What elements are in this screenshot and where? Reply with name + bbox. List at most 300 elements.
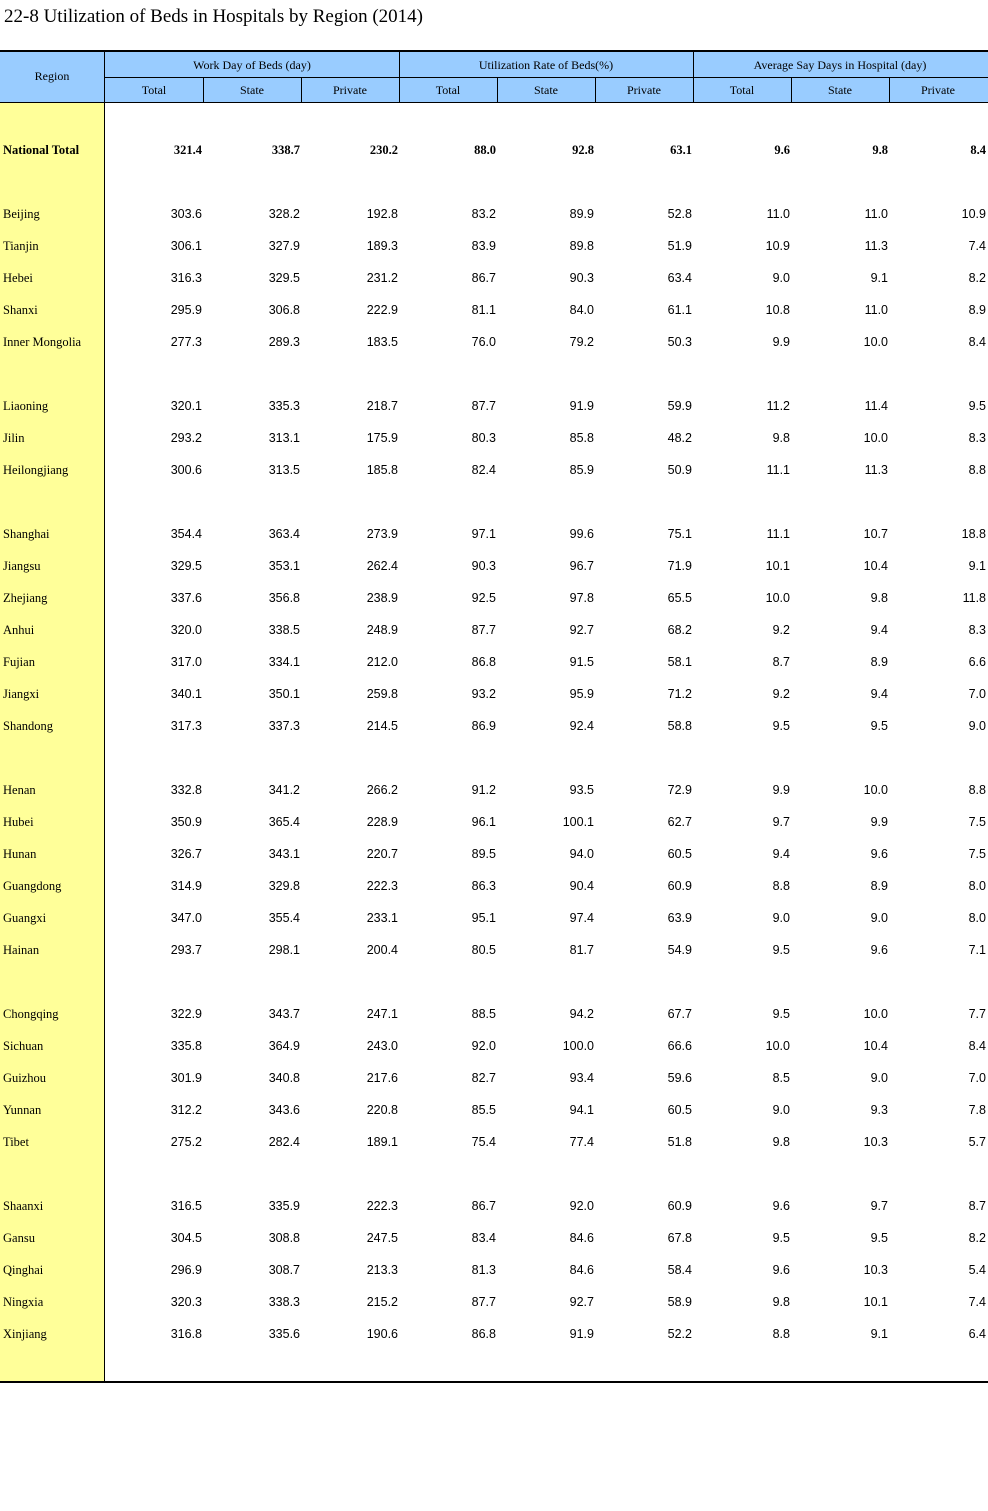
value-cell: 259.8 (366, 687, 398, 701)
table-row (0, 429, 988, 449)
value-cell: 91.9 (569, 399, 594, 413)
value-cell: 340.1 (170, 687, 202, 701)
value-cell: 308.7 (268, 1263, 300, 1277)
region-name: Shandong (3, 719, 53, 733)
value-cell: 54.9 (667, 943, 692, 957)
value-cell: 277.3 (170, 335, 202, 349)
value-cell: 314.9 (170, 879, 202, 893)
sub-header: State (534, 82, 558, 97)
table-row (0, 653, 988, 673)
sub-header: Total (435, 82, 461, 97)
value-cell: 337.3 (268, 719, 300, 733)
value-cell: 9.6 (870, 943, 888, 957)
value-cell: 248.9 (366, 623, 398, 637)
value-cell: 60.5 (667, 847, 692, 861)
value-cell: 50.9 (667, 463, 692, 477)
value-cell: 7.0 (968, 687, 986, 701)
group-divider (693, 52, 694, 102)
value-cell: 9.1 (968, 559, 986, 573)
sub-divider (497, 78, 498, 102)
value-cell: 183.5 (366, 335, 398, 349)
value-cell: 9.8 (772, 1135, 790, 1149)
value-cell: 10.0 (863, 1007, 888, 1021)
value-cell: 63.1 (670, 143, 692, 157)
value-cell: 92.7 (569, 623, 594, 637)
table-row (0, 685, 988, 705)
value-cell: 328.2 (268, 207, 300, 221)
value-cell: 7.1 (968, 943, 986, 957)
value-cell: 88.5 (471, 1007, 496, 1021)
value-cell: 8.9 (968, 303, 986, 317)
value-cell: 329.8 (268, 879, 300, 893)
value-cell: 10.0 (863, 335, 888, 349)
value-cell: 86.7 (471, 1199, 496, 1213)
table-row (0, 1069, 988, 1089)
value-cell: 350.1 (268, 687, 300, 701)
value-cell: 275.2 (170, 1135, 202, 1149)
value-cell: 238.9 (366, 591, 398, 605)
value-cell: 9.8 (870, 591, 888, 605)
value-cell: 316.5 (170, 1199, 202, 1213)
value-cell: 92.0 (569, 1199, 594, 1213)
value-cell: 97.4 (569, 911, 594, 925)
value-cell: 8.9 (870, 879, 888, 893)
region-name: Guangdong (3, 879, 62, 893)
value-cell: 10.8 (765, 303, 790, 317)
value-cell: 83.4 (471, 1231, 496, 1245)
value-cell: 222.3 (366, 879, 398, 893)
value-cell: 215.2 (366, 1295, 398, 1309)
value-cell: 8.2 (968, 271, 986, 285)
value-cell: 273.9 (366, 527, 398, 541)
value-cell: 10.1 (863, 1295, 888, 1309)
value-cell: 9.0 (772, 911, 790, 925)
value-cell: 343.1 (268, 847, 300, 861)
value-cell: 316.3 (170, 271, 202, 285)
value-cell: 76.0 (471, 335, 496, 349)
value-cell: 81.7 (569, 943, 594, 957)
value-cell: 262.4 (366, 559, 398, 573)
value-cell: 320.3 (170, 1295, 202, 1309)
value-cell: 84.6 (569, 1231, 594, 1245)
value-cell: 300.6 (170, 463, 202, 477)
value-cell: 8.8 (968, 463, 986, 477)
sub-divider (791, 78, 792, 102)
value-cell: 97.8 (569, 591, 594, 605)
value-cell: 9.1 (870, 1327, 888, 1341)
value-cell: 9.5 (870, 1231, 888, 1245)
value-cell: 303.6 (170, 207, 202, 221)
value-cell: 89.5 (471, 847, 496, 861)
value-cell: 335.9 (268, 1199, 300, 1213)
value-cell: 9.8 (772, 431, 790, 445)
region-name: Guangxi (3, 911, 47, 925)
value-cell: 8.7 (772, 655, 790, 669)
table-row (0, 589, 988, 609)
value-cell: 85.9 (569, 463, 594, 477)
value-cell: 9.6 (772, 1263, 790, 1277)
top-rule (0, 50, 988, 52)
value-cell: 313.5 (268, 463, 300, 477)
value-cell: 306.1 (170, 239, 202, 253)
value-cell: 6.4 (968, 1327, 986, 1341)
table-row (0, 1133, 988, 1153)
value-cell: 87.7 (471, 1295, 496, 1309)
region-name: Jilin (3, 431, 25, 445)
value-cell: 77.4 (569, 1135, 594, 1149)
value-cell: 326.7 (170, 847, 202, 861)
table-row (0, 621, 988, 641)
value-cell: 185.8 (366, 463, 398, 477)
value-cell: 66.6 (667, 1039, 692, 1053)
value-cell: 9.4 (870, 623, 888, 637)
region-name: Jiangsu (3, 559, 41, 573)
table-row (0, 397, 988, 417)
table-row (0, 1261, 988, 1281)
value-cell: 9.5 (772, 1007, 790, 1021)
region-name: Heilongjiang (3, 463, 69, 477)
table-row (0, 941, 988, 961)
value-cell: 9.6 (870, 847, 888, 861)
value-cell: 94.1 (569, 1103, 594, 1117)
value-cell: 9.5 (772, 719, 790, 733)
value-cell: 354.4 (170, 527, 202, 541)
value-cell: 312.2 (170, 1103, 202, 1117)
value-cell: 304.5 (170, 1231, 202, 1245)
value-cell: 85.5 (471, 1103, 496, 1117)
region-name: Yunnan (3, 1103, 42, 1117)
value-cell: 92.7 (569, 1295, 594, 1309)
table-row (0, 205, 988, 225)
value-cell: 9.9 (772, 335, 790, 349)
value-cell: 92.0 (471, 1039, 496, 1053)
value-cell: 60.9 (667, 1199, 692, 1213)
value-cell: 8.8 (968, 783, 986, 797)
value-cell: 18.8 (961, 527, 986, 541)
value-cell: 320.0 (170, 623, 202, 637)
value-cell: 96.7 (569, 559, 594, 573)
region-name: Fujian (3, 655, 35, 669)
value-cell: 282.4 (268, 1135, 300, 1149)
region-name: Hebei (3, 271, 33, 285)
value-cell: 59.6 (667, 1071, 692, 1085)
value-cell: 7.8 (968, 1103, 986, 1117)
sub-header: State (828, 82, 852, 97)
value-cell: 8.0 (968, 911, 986, 925)
value-cell: 68.2 (667, 623, 692, 637)
value-cell: 335.6 (268, 1327, 300, 1341)
value-cell: 353.1 (268, 559, 300, 573)
value-cell: 8.4 (970, 143, 986, 157)
value-cell: 332.8 (170, 783, 202, 797)
value-cell: 175.9 (366, 431, 398, 445)
value-cell: 230.2 (369, 143, 398, 157)
value-cell: 71.9 (667, 559, 692, 573)
region-name: Beijing (3, 207, 40, 221)
value-cell: 87.7 (471, 399, 496, 413)
value-cell: 52.8 (667, 207, 692, 221)
value-cell: 338.5 (268, 623, 300, 637)
region-name: Jiangxi (3, 687, 40, 701)
sub-header: Private (333, 82, 367, 97)
value-cell: 59.9 (667, 399, 692, 413)
group-header: Average Say Days in Hospital (day) (753, 57, 927, 72)
value-cell: 11.2 (766, 399, 790, 413)
value-cell: 86.8 (471, 655, 496, 669)
value-cell: 87.7 (471, 623, 496, 637)
value-cell: 343.7 (268, 1007, 300, 1021)
value-cell: 356.8 (268, 591, 300, 605)
value-cell: 11.3 (864, 239, 888, 253)
value-cell: 317.3 (170, 719, 202, 733)
value-cell: 9.1 (870, 271, 888, 285)
region-name: Gansu (3, 1231, 35, 1245)
sub-divider (889, 78, 890, 102)
value-cell: 293.2 (170, 431, 202, 445)
value-cell: 298.1 (268, 943, 300, 957)
value-cell: 5.4 (968, 1263, 986, 1277)
table-row (0, 877, 988, 897)
region-name: Hubei (3, 815, 34, 829)
value-cell: 9.5 (968, 399, 986, 413)
value-cell: 92.5 (471, 591, 496, 605)
value-cell: 92.8 (572, 143, 594, 157)
value-cell: 9.0 (870, 1071, 888, 1085)
header-region: Region (0, 51, 105, 102)
region-name: Xinjiang (3, 1327, 47, 1341)
value-cell: 308.8 (268, 1231, 300, 1245)
value-cell: 9.0 (968, 719, 986, 733)
sub-divider (203, 78, 204, 102)
region-name: Anhui (3, 623, 35, 637)
value-cell: 7.4 (968, 1295, 986, 1309)
value-cell: 329.5 (268, 271, 300, 285)
value-cell: 82.4 (471, 463, 496, 477)
value-cell: 75.4 (471, 1135, 496, 1149)
sub-divider (301, 78, 302, 102)
value-cell: 222.9 (366, 303, 398, 317)
group-divider (399, 52, 400, 102)
table-row (0, 333, 988, 353)
table-row (0, 301, 988, 321)
value-cell: 10.4 (863, 559, 888, 573)
value-cell: 86.7 (471, 271, 496, 285)
value-cell: 9.8 (872, 143, 888, 157)
table-row (0, 1229, 988, 1249)
value-cell: 11.0 (766, 207, 790, 221)
value-cell: 95.9 (569, 687, 594, 701)
value-cell: 10.0 (863, 783, 888, 797)
value-cell: 9.5 (772, 943, 790, 957)
value-cell: 10.7 (863, 527, 888, 541)
value-cell: 190.6 (366, 1327, 398, 1341)
value-cell: 58.4 (667, 1263, 692, 1277)
value-cell: 11.1 (766, 463, 790, 477)
region-name: Zhejiang (3, 591, 48, 605)
value-cell: 86.8 (471, 1327, 496, 1341)
value-cell: 222.3 (366, 1199, 398, 1213)
value-cell: 8.8 (772, 1327, 790, 1341)
value-cell: 8.5 (772, 1071, 790, 1085)
value-cell: 8.4 (968, 1039, 986, 1053)
value-cell: 192.8 (366, 207, 398, 221)
value-cell: 5.7 (968, 1135, 986, 1149)
value-cell: 9.7 (772, 815, 790, 829)
table-row (0, 141, 988, 161)
table-row (0, 461, 988, 481)
region-name: Guizhou (3, 1071, 47, 1085)
sub-header: Private (921, 82, 955, 97)
value-cell: 93.4 (569, 1071, 594, 1085)
value-cell: 293.7 (170, 943, 202, 957)
value-cell: 9.0 (870, 911, 888, 925)
value-cell: 7.4 (968, 239, 986, 253)
value-cell: 296.9 (170, 1263, 202, 1277)
region-name: Tianjin (3, 239, 39, 253)
value-cell: 94.2 (569, 1007, 594, 1021)
value-cell: 91.5 (569, 655, 594, 669)
value-cell: 90.4 (569, 879, 594, 893)
region-name: Hunan (3, 847, 37, 861)
region-name: Tibet (3, 1135, 29, 1149)
value-cell: 320.1 (170, 399, 202, 413)
region-name: Chongqing (3, 1007, 59, 1021)
value-cell: 220.7 (366, 847, 398, 861)
value-cell: 10.0 (863, 431, 888, 445)
value-cell: 228.9 (366, 815, 398, 829)
region-name: Qinghai (3, 1263, 44, 1277)
value-cell: 212.0 (366, 655, 398, 669)
region-name: Hainan (3, 943, 40, 957)
table-row (0, 1005, 988, 1025)
value-cell: 8.8 (772, 879, 790, 893)
value-cell: 7.7 (968, 1007, 986, 1021)
value-cell: 365.4 (268, 815, 300, 829)
value-cell: 243.0 (366, 1039, 398, 1053)
value-cell: 90.3 (471, 559, 496, 573)
table-row (0, 781, 988, 801)
value-cell: 93.5 (569, 783, 594, 797)
value-cell: 9.2 (772, 687, 790, 701)
value-cell: 11.0 (864, 303, 888, 317)
value-cell: 48.2 (667, 431, 692, 445)
value-cell: 10.0 (765, 1039, 790, 1053)
value-cell: 217.6 (366, 1071, 398, 1085)
value-cell: 72.9 (667, 783, 692, 797)
value-cell: 88.0 (474, 143, 496, 157)
value-cell: 85.8 (569, 431, 594, 445)
value-cell: 50.3 (667, 335, 692, 349)
value-cell: 95.1 (471, 911, 496, 925)
value-cell: 9.6 (772, 1199, 790, 1213)
value-cell: 79.2 (569, 335, 594, 349)
header-bottom-rule (0, 102, 988, 103)
value-cell: 231.2 (366, 271, 398, 285)
value-cell: 8.0 (968, 879, 986, 893)
value-cell: 321.4 (173, 143, 202, 157)
table-row (0, 237, 988, 257)
value-cell: 67.7 (667, 1007, 692, 1021)
table-row (0, 813, 988, 833)
region-name: Sichuan (3, 1039, 44, 1053)
value-cell: 60.5 (667, 1103, 692, 1117)
value-cell: 9.3 (870, 1103, 888, 1117)
value-cell: 335.8 (170, 1039, 202, 1053)
value-cell: 9.2 (772, 623, 790, 637)
value-cell: 63.4 (667, 271, 692, 285)
value-cell: 9.0 (772, 271, 790, 285)
value-cell: 75.1 (667, 527, 692, 541)
region-name: National Total (3, 143, 80, 157)
value-cell: 8.9 (870, 655, 888, 669)
value-cell: 65.5 (667, 591, 692, 605)
value-cell: 338.7 (271, 143, 300, 157)
value-cell: 364.9 (268, 1039, 300, 1053)
value-cell: 51.8 (667, 1135, 692, 1149)
value-cell: 301.9 (170, 1071, 202, 1085)
header-divider (105, 77, 988, 78)
value-cell: 10.9 (765, 239, 790, 253)
value-cell: 9.4 (870, 687, 888, 701)
value-cell: 81.3 (471, 1263, 496, 1277)
value-cell: 86.9 (471, 719, 496, 733)
value-cell: 7.5 (968, 815, 986, 829)
sub-header: State (240, 82, 264, 97)
value-cell: 347.0 (170, 911, 202, 925)
region-name: Shanxi (3, 303, 38, 317)
value-cell: 316.8 (170, 1327, 202, 1341)
value-cell: 96.1 (471, 815, 496, 829)
value-cell: 247.5 (366, 1231, 398, 1245)
value-cell: 214.5 (366, 719, 398, 733)
value-cell: 9.5 (772, 1231, 790, 1245)
value-cell: 313.1 (268, 431, 300, 445)
region-name: Ningxia (3, 1295, 44, 1309)
table-row (0, 269, 988, 289)
sub-header: Private (627, 82, 661, 97)
value-cell: 11.0 (864, 207, 888, 221)
value-cell: 350.9 (170, 815, 202, 829)
value-cell: 58.1 (667, 655, 692, 669)
value-cell: 83.9 (471, 239, 496, 253)
value-cell: 213.3 (366, 1263, 398, 1277)
table-row (0, 845, 988, 865)
value-cell: 86.3 (471, 879, 496, 893)
table-row (0, 1293, 988, 1313)
value-cell: 100.1 (562, 815, 594, 829)
value-cell: 6.6 (968, 655, 986, 669)
value-cell: 10.4 (863, 1039, 888, 1053)
value-cell: 8.3 (968, 431, 986, 445)
value-cell: 335.3 (268, 399, 300, 413)
value-cell: 63.9 (667, 911, 692, 925)
table-row (0, 1197, 988, 1217)
value-cell: 200.4 (366, 943, 398, 957)
value-cell: 9.4 (772, 847, 790, 861)
value-cell: 10.3 (863, 1135, 888, 1149)
value-cell: 100.0 (562, 1039, 594, 1053)
region-name: Liaoning (3, 399, 49, 413)
table-row (0, 717, 988, 737)
value-cell: 9.7 (870, 1199, 888, 1213)
value-cell: 8.7 (968, 1199, 986, 1213)
group-header: Work Day of Beds (day) (193, 57, 311, 72)
value-cell: 8.4 (968, 335, 986, 349)
value-cell: 189.3 (366, 239, 398, 253)
value-cell: 341.2 (268, 783, 300, 797)
value-cell: 9.9 (870, 815, 888, 829)
value-cell: 84.6 (569, 1263, 594, 1277)
